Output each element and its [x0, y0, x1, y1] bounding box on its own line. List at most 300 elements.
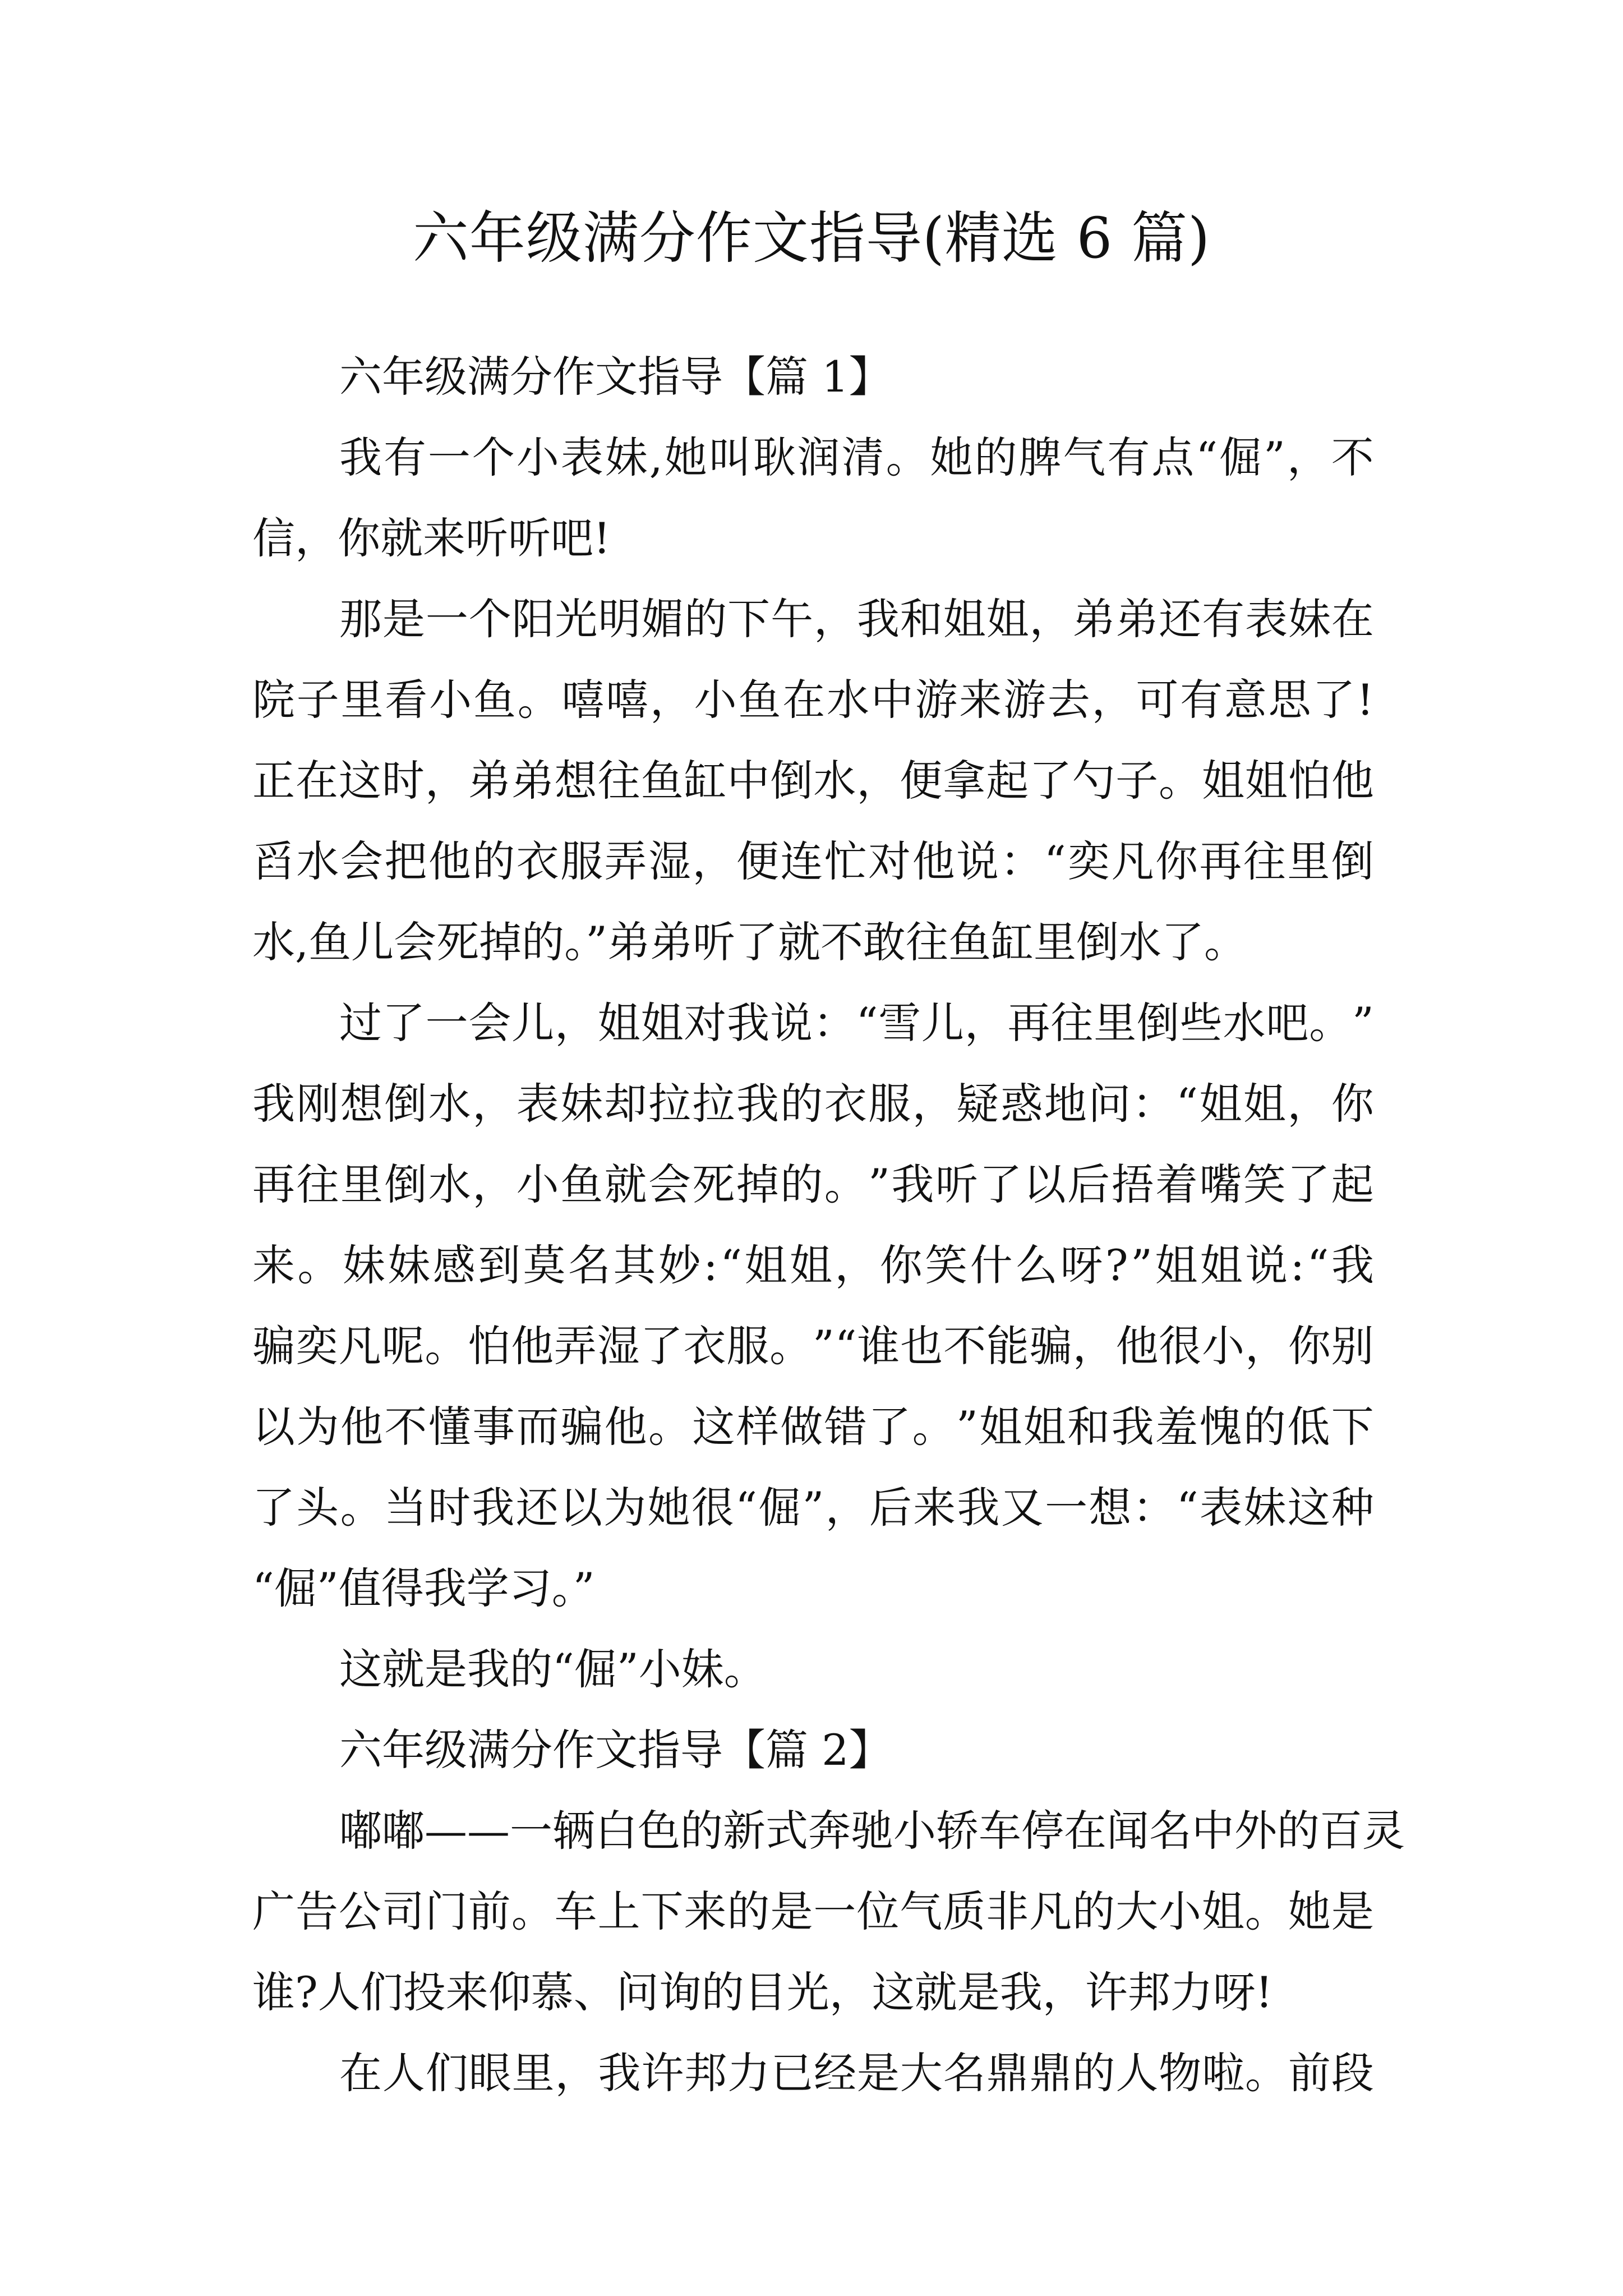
- text-char: 还: [1159, 594, 1202, 644]
- text-char: ，: [1091, 675, 1135, 725]
- text-char: 愧: [1199, 1402, 1242, 1452]
- text-char: 个: [472, 432, 515, 482]
- text-char: 在: [295, 756, 338, 806]
- text-char: 上: [597, 1887, 640, 1936]
- text-line: [252, 1225, 1374, 1306]
- text-char: “: [1307, 1240, 1329, 1290]
- text-char: 还: [515, 1483, 559, 1533]
- text-char: 和: [1067, 1402, 1110, 1452]
- text-char: 叫: [708, 432, 751, 482]
- text-char: 笑: [1243, 1159, 1286, 1209]
- text-char: “: [735, 1483, 757, 1533]
- text-char: 百: [1320, 1806, 1362, 1856]
- text-line-content: 六年级满分作文指导【篇 1】: [339, 352, 892, 402]
- text-char: 别: [1331, 1321, 1374, 1371]
- text-char: 明: [598, 594, 641, 644]
- text-char: 拉: [692, 1079, 735, 1129]
- text-char: 在: [1331, 594, 1374, 644]
- text-char: 过: [339, 998, 382, 1048]
- text-char: 后: [869, 1483, 912, 1533]
- text-char: 后: [1067, 1159, 1110, 1209]
- text-char: ，: [1244, 1321, 1288, 1371]
- text-char: 中: [727, 756, 770, 806]
- text-char: 嘟: [382, 1806, 425, 1856]
- text-char: 是: [770, 1887, 813, 1936]
- text-char: 捂: [1111, 1159, 1154, 1209]
- text-char: 凡: [338, 1321, 381, 1371]
- text-char: 在: [339, 2048, 382, 2098]
- text-char: 便: [900, 756, 943, 806]
- text-char: 去: [1047, 675, 1090, 725]
- text-char: 里: [511, 2048, 555, 2098]
- text-char: 忙: [824, 836, 867, 886]
- text-char: 为: [603, 1483, 647, 1533]
- text-char: 倒: [384, 1159, 427, 1209]
- text-char: 奔: [808, 1806, 851, 1856]
- text-line-content: “倔”值得我学习。”: [252, 1563, 595, 1613]
- text-char: 怕: [1288, 756, 1331, 806]
- text-char: ，: [554, 998, 597, 1048]
- text-char: 。: [1309, 998, 1352, 1048]
- text-char: 式: [766, 1806, 808, 1856]
- text-char: 表: [1245, 594, 1288, 644]
- text-char: 吧: [1266, 998, 1309, 1048]
- text-char: 姐: [1244, 756, 1288, 806]
- text-char: 服: [726, 1321, 769, 1371]
- text-char: 。: [1159, 756, 1202, 806]
- text-char: 。: [1244, 1887, 1288, 1936]
- text-char: 来: [913, 1483, 956, 1533]
- text-char: 可: [1136, 675, 1179, 725]
- text-line: [252, 660, 1374, 740]
- text-char: 事: [472, 1402, 515, 1452]
- text-char: 力: [727, 2048, 771, 2098]
- text-char: 外: [1234, 1806, 1277, 1856]
- text-char: 里: [340, 675, 384, 725]
- text-char: ，: [834, 1240, 878, 1290]
- text-char: 大: [1115, 1887, 1159, 1936]
- text-char: 们: [425, 2048, 468, 2098]
- text-char: 这: [1287, 1483, 1330, 1533]
- text-char: 水: [428, 1159, 471, 1209]
- text-char: 辆: [552, 1806, 595, 1856]
- text-char: 妹: [1288, 594, 1331, 644]
- text-line-content: 这就是我的“倔”小妹。: [339, 1644, 767, 1694]
- text-char: 弟: [1072, 594, 1115, 644]
- text-char: 物: [1159, 2048, 1202, 2098]
- text-char: 媚: [641, 594, 684, 644]
- text-line: [252, 1548, 1374, 1629]
- text-char: 弟: [468, 756, 511, 806]
- text-char: 质: [943, 1887, 986, 1936]
- text-char: 光: [555, 594, 598, 644]
- text-char: “: [1176, 1079, 1198, 1129]
- text-line-content: 水,鱼儿会死掉的。”弟弟听了就不敢往鱼缸里倒水了。: [252, 917, 1247, 967]
- text-char: 。: [517, 675, 560, 725]
- text-char: 很: [691, 1483, 734, 1533]
- text-char: 往: [1243, 836, 1286, 886]
- text-char: 游: [1003, 675, 1046, 725]
- text-char: 司: [381, 1887, 425, 1936]
- text-char: 位: [856, 1887, 900, 1936]
- text-char: 时: [428, 1483, 471, 1533]
- text-char: 莫: [523, 1240, 566, 1290]
- text-char: 水: [826, 675, 869, 725]
- text-char: 你: [1331, 1079, 1374, 1129]
- text-char: 我: [891, 1159, 934, 1209]
- text-char: 的: [1243, 1402, 1286, 1452]
- text-char: 怕: [468, 1321, 511, 1371]
- text-char: 的: [472, 836, 515, 886]
- text-char: 姐: [597, 998, 640, 1048]
- text-char: 儿: [511, 998, 555, 1048]
- text-char: 往: [597, 756, 640, 806]
- text-line: [252, 1387, 1374, 1467]
- text-char: 。: [886, 432, 929, 482]
- text-char: 倒: [384, 1079, 427, 1129]
- text-char: 。: [769, 1321, 813, 1371]
- text-char: 正: [252, 756, 295, 806]
- text-char: 他: [1331, 756, 1374, 806]
- text-char: 鼎: [986, 2048, 1029, 2098]
- text-char: 会: [340, 836, 383, 886]
- text-line: [252, 498, 1374, 579]
- text-char: 再: [1007, 998, 1050, 1048]
- text-char: 我: [252, 1079, 295, 1129]
- text-char: 下: [640, 1887, 684, 1936]
- text-char: 往: [296, 1159, 339, 1209]
- text-char: 下: [727, 594, 771, 644]
- text-char: 倔: [758, 1483, 801, 1533]
- text-char: 了: [640, 1321, 683, 1371]
- text-char: 妙: [658, 1240, 701, 1290]
- text-char: 是: [856, 2048, 900, 2098]
- text-char: 弟: [511, 756, 554, 806]
- text-char: 了: [1312, 675, 1355, 725]
- text-char: ,: [649, 432, 663, 482]
- text-char: 就: [604, 1159, 647, 1209]
- text-char: 个: [468, 594, 511, 644]
- text-char: 子: [1115, 756, 1159, 806]
- text-char: 已: [771, 2048, 814, 2098]
- text-char: 润: [797, 432, 840, 482]
- text-char: 能: [986, 1321, 1029, 1371]
- text-char: 小: [1159, 1887, 1202, 1936]
- text-char: 想: [1089, 1483, 1132, 1533]
- text-char: 来: [252, 1240, 295, 1290]
- text-char: 。: [648, 1402, 691, 1452]
- text-char: 弄: [554, 1321, 597, 1371]
- text-char: 缸: [684, 756, 727, 806]
- text-char: 拿: [943, 756, 986, 806]
- text-char: 也: [900, 1321, 943, 1371]
- text-char: 我: [1331, 1240, 1374, 1290]
- text-char: 雪: [878, 998, 921, 1048]
- text-char: ，: [1287, 432, 1330, 482]
- text-char: 耿: [753, 432, 796, 482]
- text-char: 他: [912, 836, 955, 886]
- text-char: 起: [986, 756, 1029, 806]
- text-char: 人: [1115, 2048, 1159, 2098]
- text-char: :: [703, 1240, 718, 1290]
- text-char: 她: [664, 432, 707, 482]
- text-char: 一: [813, 1887, 856, 1936]
- text-char: ：: [813, 998, 856, 1048]
- text-char: 大: [900, 2048, 943, 2098]
- text-line: [252, 2033, 1374, 2114]
- text-char: 是: [382, 594, 425, 644]
- text-char: 水: [296, 836, 339, 886]
- text-char: 色: [638, 1806, 680, 1856]
- text-char: 听: [935, 1159, 978, 1209]
- text-char: ”: [1352, 998, 1374, 1048]
- text-line: [252, 1467, 1374, 1548]
- text-char: 小: [429, 675, 472, 725]
- text-char: 。: [1245, 2048, 1288, 2098]
- text-char: 奕: [295, 1321, 338, 1371]
- text-char: 许: [641, 2048, 684, 2098]
- text-char: 姐: [1201, 1887, 1244, 1936]
- text-char: 奕: [1067, 836, 1110, 886]
- text-char: 灵: [1362, 1806, 1405, 1856]
- text-char: 新: [723, 1806, 766, 1856]
- text-char: 湿: [597, 1321, 640, 1371]
- text-char: 很: [1159, 1321, 1202, 1371]
- text-char: 呀: [1060, 1240, 1103, 1290]
- text-line: [252, 1791, 1405, 1871]
- text-char: 气: [1063, 432, 1106, 482]
- text-char: 告: [295, 1887, 338, 1936]
- text-char: ，: [472, 1079, 515, 1129]
- text-char: 那: [339, 594, 382, 644]
- text-line: [252, 1306, 1374, 1387]
- text-char: ：: [1132, 1483, 1175, 1533]
- text-char: 了: [252, 1483, 295, 1533]
- text-char: 么: [1015, 1240, 1058, 1290]
- text-char: 说: [956, 836, 999, 886]
- text-char: 你: [879, 1240, 923, 1290]
- text-char: 名: [1149, 1806, 1192, 1856]
- text-char: :: [1290, 1240, 1305, 1290]
- text-line: [252, 579, 1374, 660]
- text-char: 她: [930, 432, 973, 482]
- text-line: [252, 1871, 1374, 1952]
- text-line-content: 谁?人们投来仰慕、问询的目光，这就是我，许邦力呀!: [252, 1967, 1273, 2017]
- text-char: 来: [684, 1887, 727, 1936]
- text-char: 嘟: [339, 1806, 382, 1856]
- text-char: 时: [381, 756, 425, 806]
- text-char: 公: [338, 1887, 381, 1936]
- text-char: 妹: [342, 1240, 385, 1290]
- text-char: ，: [555, 2048, 598, 2098]
- text-char: 骗: [560, 1402, 603, 1452]
- text-char: “: [1044, 836, 1066, 886]
- text-char: 是: [1331, 1887, 1374, 1936]
- text-char: ”: [956, 1402, 978, 1452]
- text-char: 和: [900, 594, 943, 644]
- text-char: ”: [812, 1321, 834, 1371]
- text-char: 游: [915, 675, 958, 725]
- text-char: 表: [1200, 1483, 1243, 1533]
- text-char: 往: [1050, 998, 1094, 1048]
- document-body: [252, 337, 1405, 2114]
- text-char: 。: [511, 1887, 554, 1936]
- text-char: !: [1357, 675, 1374, 725]
- text-char: 到: [478, 1240, 521, 1290]
- text-char: 了: [868, 1402, 911, 1452]
- text-line-content: 六年级满分作文指导【篇 2】: [339, 1725, 892, 1775]
- text-char: 车: [979, 1806, 1021, 1856]
- text-char: 倒: [1331, 836, 1374, 886]
- text-char: 看: [385, 675, 428, 725]
- text-char: “: [834, 1321, 857, 1371]
- document-title: 六年级满分作文指导(精选 6 篇): [412, 205, 1211, 271]
- text-char: 着: [1155, 1159, 1198, 1209]
- text-char: ，: [856, 756, 900, 806]
- text-char: 又: [1000, 1483, 1044, 1533]
- text-char: 气: [900, 1887, 943, 1936]
- text-char: 当: [384, 1483, 427, 1533]
- text-char: 懂: [428, 1402, 471, 1452]
- text-char: 广: [252, 1887, 295, 1936]
- text-char: 她: [1288, 1887, 1331, 1936]
- text-char: 她: [647, 1483, 690, 1533]
- text-char: 倒: [770, 756, 813, 806]
- text-char: “: [1196, 432, 1218, 482]
- text-char: 邦: [684, 2048, 727, 2098]
- text-char: 头: [296, 1483, 339, 1533]
- text-char: 下: [1331, 1402, 1374, 1452]
- text-char: 前: [1288, 2048, 1331, 2098]
- text-char: 了: [1287, 1159, 1330, 1209]
- text-char: 我: [339, 432, 382, 482]
- text-char: 不: [943, 1321, 986, 1371]
- text-char: 来: [959, 675, 1002, 725]
- text-char: 感: [432, 1240, 476, 1290]
- text-char: 弄: [604, 836, 647, 886]
- text-char: 我: [957, 1483, 1000, 1533]
- text-char: “: [1176, 1483, 1198, 1533]
- text-char: 一: [427, 432, 471, 482]
- text-char: 以: [559, 1483, 602, 1533]
- text-char: 前: [468, 1887, 511, 1936]
- text-char: 。: [425, 1321, 468, 1371]
- text-char: 车: [554, 1887, 597, 1936]
- text-char: 以: [252, 1402, 295, 1452]
- text-char: 连: [780, 836, 823, 886]
- text-char: 里: [1287, 836, 1330, 886]
- text-char: ，: [1029, 594, 1072, 644]
- text-char: 小: [694, 675, 737, 725]
- text-char: 骗: [252, 1321, 295, 1371]
- text-char: 小: [893, 1806, 936, 1856]
- text-char: 人: [382, 2048, 425, 2098]
- text-char: 些: [1179, 998, 1223, 1048]
- text-char: 错: [824, 1402, 867, 1452]
- text-char: 眼: [468, 2048, 511, 2098]
- text-char: ”: [802, 1483, 824, 1533]
- text-char: 他: [428, 836, 471, 886]
- text-char: 表: [516, 1079, 559, 1129]
- text-char: 鼎: [1029, 2048, 1072, 2098]
- text-char: 刚: [296, 1079, 339, 1129]
- text-char: 说: [769, 998, 813, 1048]
- text-line: [252, 1144, 1374, 1225]
- text-char: 我: [856, 594, 900, 644]
- text-char: 鱼: [473, 675, 516, 725]
- text-char: 羞: [1155, 1402, 1198, 1452]
- text-char: 有: [1107, 432, 1150, 482]
- text-char: ，: [813, 594, 856, 644]
- text-char: 你: [1155, 836, 1198, 886]
- text-char: 不: [1331, 432, 1374, 482]
- text-char: 凡: [1029, 1887, 1072, 1936]
- text-char: 鱼: [738, 675, 781, 725]
- text-char: 在: [782, 675, 826, 725]
- text-char: 我: [727, 998, 770, 1048]
- text-char: 姐: [1199, 1079, 1242, 1129]
- text-char: 了: [979, 1159, 1022, 1209]
- text-char: 闻: [1106, 1806, 1149, 1856]
- text-char: 水: [1223, 998, 1266, 1048]
- text-char: 种: [1331, 1483, 1374, 1533]
- text-char: 院: [252, 675, 295, 725]
- text-char: 再: [1199, 836, 1242, 886]
- text-char: ，: [1287, 1079, 1330, 1129]
- text-char: 姐: [789, 1240, 832, 1290]
- text-char: 的: [680, 1806, 723, 1856]
- text-char: 鱼: [640, 756, 684, 806]
- text-char: 一: [425, 594, 468, 644]
- text-char: 小: [1202, 1321, 1245, 1371]
- text-char: 姐: [1155, 1240, 1198, 1290]
- text-char: 而: [516, 1402, 559, 1452]
- text-char: 以: [1023, 1159, 1066, 1209]
- text-char: 脾: [1018, 432, 1062, 482]
- text-char: 门: [425, 1887, 468, 1936]
- text-char: 小: [516, 1159, 559, 1209]
- text-char: 不: [384, 1402, 427, 1452]
- text-char: 便: [736, 836, 779, 886]
- text-char: ”: [1264, 432, 1285, 482]
- text-char: 对: [684, 998, 727, 1048]
- text-char: 什: [970, 1240, 1013, 1290]
- text-char: 你: [1288, 1321, 1331, 1371]
- text-char: 掉: [736, 1159, 779, 1209]
- text-char: 倔: [1219, 432, 1262, 482]
- text-char: 这: [692, 1402, 735, 1452]
- text-char: 姐: [986, 594, 1029, 644]
- text-char: 再: [252, 1159, 295, 1209]
- text-char: 表: [560, 432, 603, 482]
- text-char: 里: [340, 1159, 383, 1209]
- text-line: [252, 821, 1374, 902]
- text-char: 里: [1094, 998, 1137, 1048]
- text-char: 妹: [605, 432, 648, 482]
- text-char: 名: [568, 1240, 611, 1290]
- text-line: [252, 417, 1374, 498]
- text-char: 衣: [683, 1321, 726, 1371]
- text-char: 衣: [516, 836, 559, 886]
- text-char: 我: [736, 1079, 779, 1129]
- text-char: 拉: [648, 1079, 691, 1129]
- text-char: 笑: [925, 1240, 968, 1290]
- text-char: —: [425, 1806, 467, 1856]
- text-char: 。: [297, 1240, 340, 1290]
- text-char: 倒: [1137, 998, 1179, 1048]
- text-char: 意: [1224, 675, 1267, 725]
- text-char: 嘻: [606, 675, 649, 725]
